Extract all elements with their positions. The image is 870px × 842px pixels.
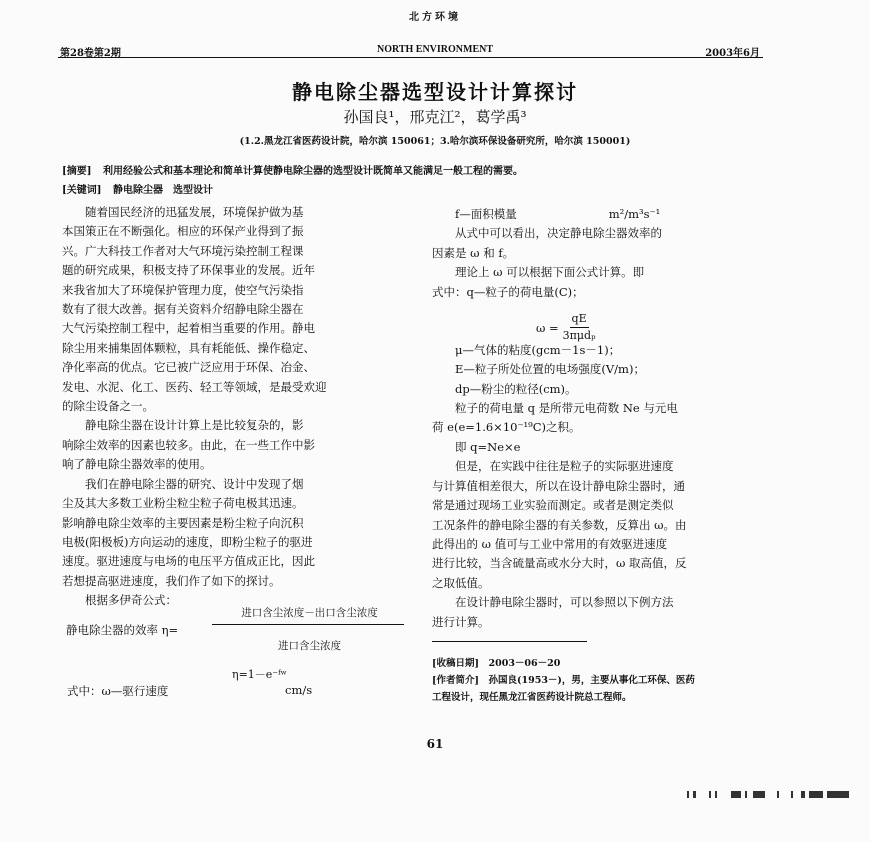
fraction-rule (212, 624, 404, 625)
omega-lhs: ω = (536, 320, 559, 335)
right-column-line: 进行比较，当含硫量高或水分大时，ω 取高值，反 (432, 556, 687, 571)
issue-date: 2003年6月 (705, 48, 760, 59)
left-column-line: 兴。广大科技工作者对大气环境污染控制工程课 (62, 243, 304, 258)
left-column-line: 若想提高驱进速度，我们作了如下的探讨。 (62, 573, 281, 588)
right-column-line: E—粒子所处位置的电场强度(V/m)； (455, 362, 645, 377)
abstract-label: [摘要] (62, 166, 92, 177)
right-column-line: 在设计静电除尘器时，可以参照以下例方法 (455, 595, 674, 610)
abstract (62, 162, 523, 177)
right-column-line: 与计算值相差很大，所以在设计静电除尘器时，通 (432, 478, 685, 493)
journal-name-cn: 北方环境 (409, 12, 461, 23)
left-column-line: 随着国民经济的迅猛发展，环境保护做为基 (85, 205, 304, 219)
left-column-line: 响除尘效率的因素也较多。由此，在一些工作中影 (62, 437, 315, 452)
keywords (62, 181, 213, 196)
header-rule (58, 57, 763, 58)
page-number: 61 (426, 737, 444, 751)
left-column (62, 203, 407, 611)
right-column-line (432, 321, 772, 340)
left-column-line: 电极(阳极板)方向运动的速度，即粉尘粒子的驱进 (62, 534, 313, 549)
received-date: [收稿日期] 2003－06－20 (432, 658, 561, 669)
right-column-line: 之取低值。 (432, 575, 490, 590)
omega-fraction (563, 311, 596, 344)
efficiency-denominator: 进口含尘浓度 (278, 640, 341, 652)
deutsch-formula: η=1－e⁻ᶠʷ (232, 668, 287, 681)
right-column-line: 荷 e(e=1.6×10⁻¹⁹C)之积。 (432, 420, 581, 435)
author-intro-cont: 工程设计，现任黑龙江省医药设计院总工程师。 (432, 692, 632, 703)
omega-definition: 式中：ω—驱行速度 (67, 684, 169, 698)
right-column-line: 即 q=Ne×e (455, 439, 521, 454)
volume-issue: 第28卷第2期 (60, 48, 121, 59)
omega-denominator: 3πμdₚ (562, 329, 596, 342)
left-column-line: 来我省加大了环境保护管理力度，使空气污染指 (62, 282, 304, 297)
left-column-line: 根据多伊奇公式： (85, 593, 177, 608)
omega-unit: cm/s (285, 683, 313, 697)
left-column-line: 除尘用来捕集固体颗粒，具有耗能低、操作稳定、 (62, 340, 315, 355)
left-column-line: 大气污染控制工程中，起着相当重要的作用。静电 (62, 321, 315, 336)
affiliations: (1.2.黑龙江省医药设计院，哈尔滨 150061；3.哈尔滨环保设备研究所，哈尔滨 150001) (239, 136, 631, 147)
left-column-line: 影响静电除尘效率的主要因素是粉尘粒子向沉积 (62, 515, 304, 530)
right-column-line: 工况条件的静电除尘器的有关参数，反算出 ω。由 (432, 517, 687, 532)
abstract-text: 利用经验公式和基本理论和简单计算使静电除尘器的选型设计既简单又能满足一般工程的需要。 (102, 166, 523, 177)
left-column-line: 题的研究成果，积极支持了环保事业的发展。近年 (62, 263, 315, 278)
right-column-line (432, 302, 772, 321)
left-column-line: 数有了很大改善。据有关资料介绍静电除尘器在 (62, 302, 304, 317)
right-column-line: 因素是 ω 和 f。 (432, 245, 515, 260)
right-column-line: 进行计算。 (432, 614, 490, 629)
left-column-line: 净化率高的优点。它已被广泛应用于环保、冶金、 (62, 360, 315, 375)
omega-formula (536, 311, 596, 344)
efficiency-label: 静电除尘器的效率 η= (66, 623, 179, 637)
author-intro: [作者简介] 孙国良(1953－)，男，主要从事化工环保、医药 (432, 675, 695, 686)
left-column-line: 的除尘设备之一。 (62, 399, 154, 414)
left-column-line: 发电、水泥、化工、医药、轻工等领域，是最受欢迎 (62, 379, 327, 394)
right-column-line: μ—气体的粘度(gcm－1s－1)； (455, 342, 621, 357)
left-column-line: 本国策正在不断强化。相应的环保产业得到了振 (62, 224, 304, 239)
right-column-line: 从式中可以看出，决定静电除尘器效率的 (455, 226, 662, 241)
authors: 孙国良¹，邢克江²，葛学禹³ (343, 108, 527, 126)
scan-artifact-mark (687, 790, 852, 799)
keywords-text: 静电除尘器 选型设计 (112, 185, 213, 196)
left-column-line: 速度。驱进速度与电场的电压平方值成正比，因此 (62, 554, 315, 569)
right-column-line: 常是通过现场工业实验而测定。或者是测定类似 (432, 498, 674, 513)
right-column-line: dp—粉尘的粒径(cm)。 (455, 381, 577, 396)
journal-name-en: NORTH ENVIRONMENT (376, 44, 494, 55)
efficiency-formula (62, 605, 407, 655)
right-column-line: 理论上 ω 可以根据下面公式计算。即 (455, 265, 645, 280)
left-column-line: 静电除尘器在设计计算上是比较复杂的，影 (85, 418, 304, 433)
left-column-line: 我们在静电除尘器的研究、设计中发现了烟 (85, 476, 304, 491)
right-column-line: 但是，在实践中往往是粒子的实际驱进速度 (455, 459, 674, 474)
omega-numerator: qE (570, 311, 589, 328)
right-column (432, 205, 772, 632)
right-column-line: f—面积模量 m²/m³s⁻¹ (455, 207, 661, 221)
footnote-rule (432, 641, 587, 642)
right-column-line: 粒子的荷电量 q 是所带元电荷数 Ne 与元电 (455, 401, 678, 416)
left-column-line: 响了静电除尘器效率的使用。 (62, 457, 212, 472)
right-column-line: 式中：q—粒子的荷电量(C)； (432, 284, 584, 299)
paper-title: 静电除尘器选型设计计算探讨 (292, 80, 578, 104)
left-column-line: 尘及其大多数工业粉尘粒尘粒子荷电极其迅速。 (62, 496, 304, 511)
right-column-line: 此得出的 ω 值可与工业中常用的有效驱进速度 (432, 536, 668, 551)
keywords-label: [关键词] (62, 185, 102, 196)
efficiency-numerator: 进口含尘浓度－出口含尘浓度 (241, 607, 378, 619)
